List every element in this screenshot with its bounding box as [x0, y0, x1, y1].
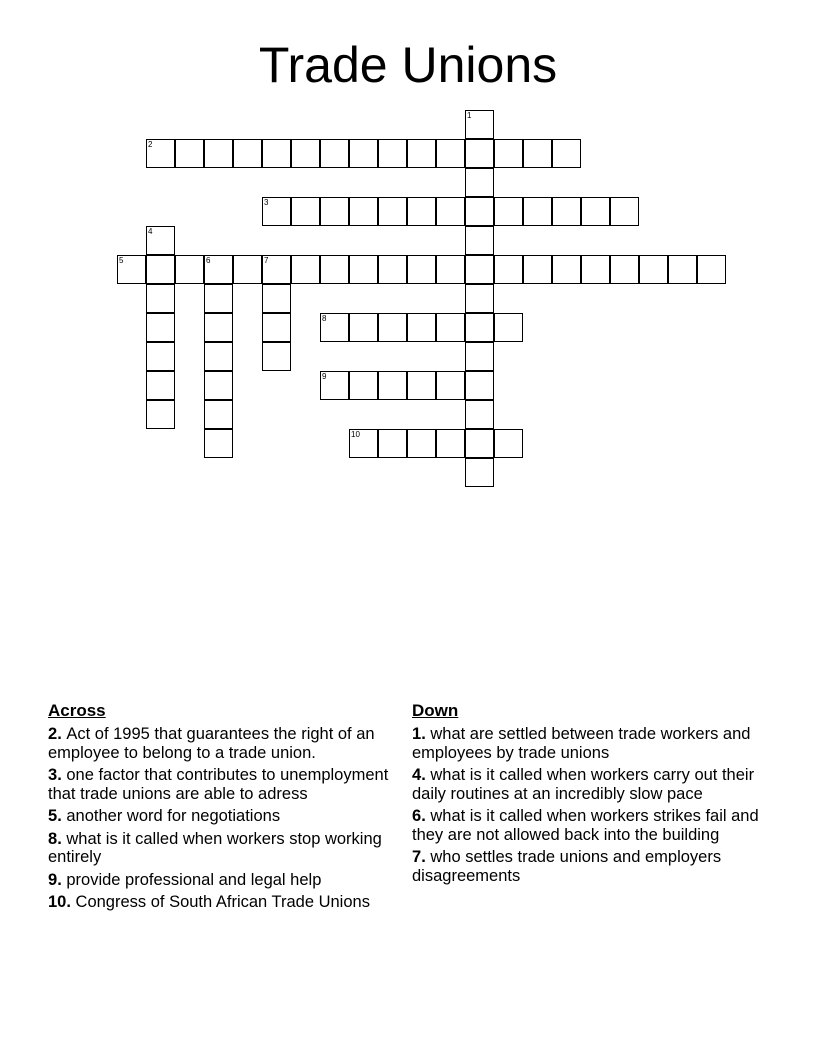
clue-down-7: [412, 848, 772, 885]
clue-text: one factor that contributes to unemployment that trade unions are able to adress: [48, 766, 389, 803]
clue-across-5: [48, 807, 408, 826]
grid-cell[interactable]: [320, 139, 349, 168]
grid-cell[interactable]: [523, 197, 552, 226]
grid-cell[interactable]: [262, 139, 291, 168]
grid-cell[interactable]: [639, 255, 668, 284]
grid-cell[interactable]: [146, 139, 175, 168]
grid-cell[interactable]: [494, 255, 523, 284]
cell-number: 3: [264, 198, 269, 207]
clue-number: 10 .: [48, 893, 76, 911]
grid-cell[interactable]: [378, 429, 407, 458]
cell-number: 6: [206, 256, 211, 265]
grid-cell[interactable]: [233, 139, 262, 168]
grid-cell[interactable]: [465, 197, 494, 226]
grid-cell[interactable]: [465, 139, 494, 168]
grid-cell[interactable]: [610, 197, 639, 226]
grid-cell[interactable]: [552, 197, 581, 226]
clue-across-10: [48, 893, 408, 912]
grid-cell[interactable]: [465, 371, 494, 400]
grid-cell[interactable]: [262, 284, 291, 313]
clue-across-3: [48, 766, 408, 803]
clue-text: Congress of South African Trade Unions: [75, 893, 370, 911]
grid-cell[interactable]: [262, 255, 291, 284]
grid-cell[interactable]: [349, 255, 378, 284]
grid-cell[interactable]: [552, 139, 581, 168]
across-heading: Across: [48, 701, 106, 720]
grid-cell[interactable]: [465, 255, 494, 284]
grid-cell[interactable]: [552, 255, 581, 284]
clue-number: 2 .: [48, 725, 66, 743]
grid-cell[interactable]: [262, 197, 291, 226]
grid-cell[interactable]: [349, 197, 378, 226]
across-clues: [48, 700, 408, 916]
grid-cell[interactable]: [465, 400, 494, 429]
grid-cell[interactable]: [349, 371, 378, 400]
clue-down-4: [412, 766, 772, 803]
grid-cell[interactable]: [465, 313, 494, 342]
grid-cell[interactable]: [465, 168, 494, 197]
grid-cell[interactable]: [320, 313, 349, 342]
grid-cell[interactable]: [204, 342, 233, 371]
grid-cell[interactable]: [494, 313, 523, 342]
grid-cell[interactable]: [320, 255, 349, 284]
clue-across-8: [48, 830, 408, 867]
grid-cell[interactable]: [378, 139, 407, 168]
grid-cell[interactable]: [175, 139, 204, 168]
grid-cell[interactable]: [175, 255, 204, 284]
clue-text: another word for negotiations: [66, 807, 281, 825]
grid-cell[interactable]: [233, 255, 262, 284]
grid-cell[interactable]: [407, 197, 436, 226]
grid-cell[interactable]: [697, 255, 726, 284]
grid-cell[interactable]: [465, 110, 494, 139]
grid-cell[interactable]: [204, 429, 233, 458]
grid-cell[interactable]: [262, 342, 291, 371]
grid-cell[interactable]: [349, 429, 378, 458]
clue-number: 4 .: [412, 766, 430, 784]
grid-cell[interactable]: [523, 255, 552, 284]
grid-cell[interactable]: [494, 197, 523, 226]
clue-across-9: [48, 871, 408, 890]
grid-cell[interactable]: [204, 284, 233, 313]
cell-number: 4: [148, 227, 153, 236]
cell-number: 1: [467, 111, 472, 120]
grid-cell[interactable]: [465, 342, 494, 371]
grid-cell[interactable]: [146, 400, 175, 429]
clue-number: 5 .: [48, 807, 66, 825]
grid-cell[interactable]: [204, 313, 233, 342]
clue-text: Act of 1995 that guarantees the right of an employee to belong to a trade union.: [48, 725, 375, 762]
grid-cell[interactable]: [146, 284, 175, 313]
grid-cell[interactable]: [117, 255, 146, 284]
clue-number: 8 .: [48, 830, 66, 848]
grid-cell[interactable]: [465, 226, 494, 255]
grid-cell[interactable]: [610, 255, 639, 284]
clue-number: 7 .: [412, 848, 430, 866]
grid-cell[interactable]: [668, 255, 697, 284]
grid-cell[interactable]: [204, 371, 233, 400]
grid-cell[interactable]: [465, 429, 494, 458]
grid-cell[interactable]: [465, 458, 494, 487]
grid-cell[interactable]: [407, 429, 436, 458]
grid-cell[interactable]: [436, 139, 465, 168]
cell-number: 5: [119, 256, 124, 265]
cell-number: 7: [264, 256, 269, 265]
cell-number: 10: [351, 430, 360, 439]
grid-cell[interactable]: [146, 342, 175, 371]
clue-down-6: [412, 807, 772, 844]
grid-cell[interactable]: [262, 313, 291, 342]
grid-cell[interactable]: [378, 371, 407, 400]
grid-cell[interactable]: [436, 371, 465, 400]
grid-cell[interactable]: [146, 313, 175, 342]
clue-number: 6 .: [412, 807, 430, 825]
grid-cell[interactable]: [320, 371, 349, 400]
grid-cell[interactable]: [407, 255, 436, 284]
clue-text: what is it called when workers carry out their daily routines at an incredibly slow pace: [412, 766, 755, 803]
grid-cell[interactable]: [291, 197, 320, 226]
clue-across-2: [48, 725, 408, 762]
grid-cell[interactable]: [436, 313, 465, 342]
grid-cell[interactable]: [204, 139, 233, 168]
grid-cell[interactable]: [581, 197, 610, 226]
grid-cell[interactable]: [494, 429, 523, 458]
cell-number: 9: [322, 372, 327, 381]
grid-cell[interactable]: [436, 197, 465, 226]
grid-cell[interactable]: [494, 139, 523, 168]
grid-cell[interactable]: [204, 400, 233, 429]
grid-cell[interactable]: [146, 226, 175, 255]
cell-number: 2: [148, 140, 153, 149]
clue-text: what are settled between trade workers and employees by trade unions: [412, 725, 751, 762]
clue-text: what is it called when workers stop working entirely: [48, 829, 382, 866]
grid-cell[interactable]: [523, 139, 552, 168]
crossword-grid: [0, 0, 816, 520]
grid-cell[interactable]: [407, 371, 436, 400]
clue-number: 3 .: [48, 766, 66, 784]
grid-cell[interactable]: [291, 139, 320, 168]
grid-cell[interactable]: [581, 255, 610, 284]
down-clues: [412, 700, 772, 889]
page-title: Trade Unions: [258, 37, 558, 93]
down-heading: Down: [412, 701, 459, 720]
clue-text: provide professional and legal help: [66, 870, 322, 889]
grid-cell[interactable]: [146, 255, 175, 284]
grid-cell[interactable]: [349, 139, 378, 168]
grid-cell[interactable]: [436, 255, 465, 284]
clue-number: 1 .: [412, 725, 430, 743]
clue-number: 9 .: [48, 871, 66, 889]
grid-cell[interactable]: [378, 197, 407, 226]
grid-cell[interactable]: [378, 255, 407, 284]
grid-cell[interactable]: [204, 255, 233, 284]
clue-text: what is it called when workers strikes fail and they are not allowed back into the building: [412, 807, 759, 844]
grid-cell[interactable]: [320, 197, 349, 226]
cell-number: 8: [322, 314, 327, 323]
grid-cell[interactable]: [349, 313, 378, 342]
grid-cell[interactable]: [436, 429, 465, 458]
grid-cell[interactable]: [291, 255, 320, 284]
clue-down-1: [412, 725, 772, 762]
clue-text: who settles trade unions and employers disagreements: [412, 848, 722, 885]
grid-cell[interactable]: [407, 313, 436, 342]
grid-cell[interactable]: [146, 371, 175, 400]
grid-cell[interactable]: [465, 284, 494, 313]
grid-cell[interactable]: [378, 313, 407, 342]
grid-cell[interactable]: [407, 139, 436, 168]
